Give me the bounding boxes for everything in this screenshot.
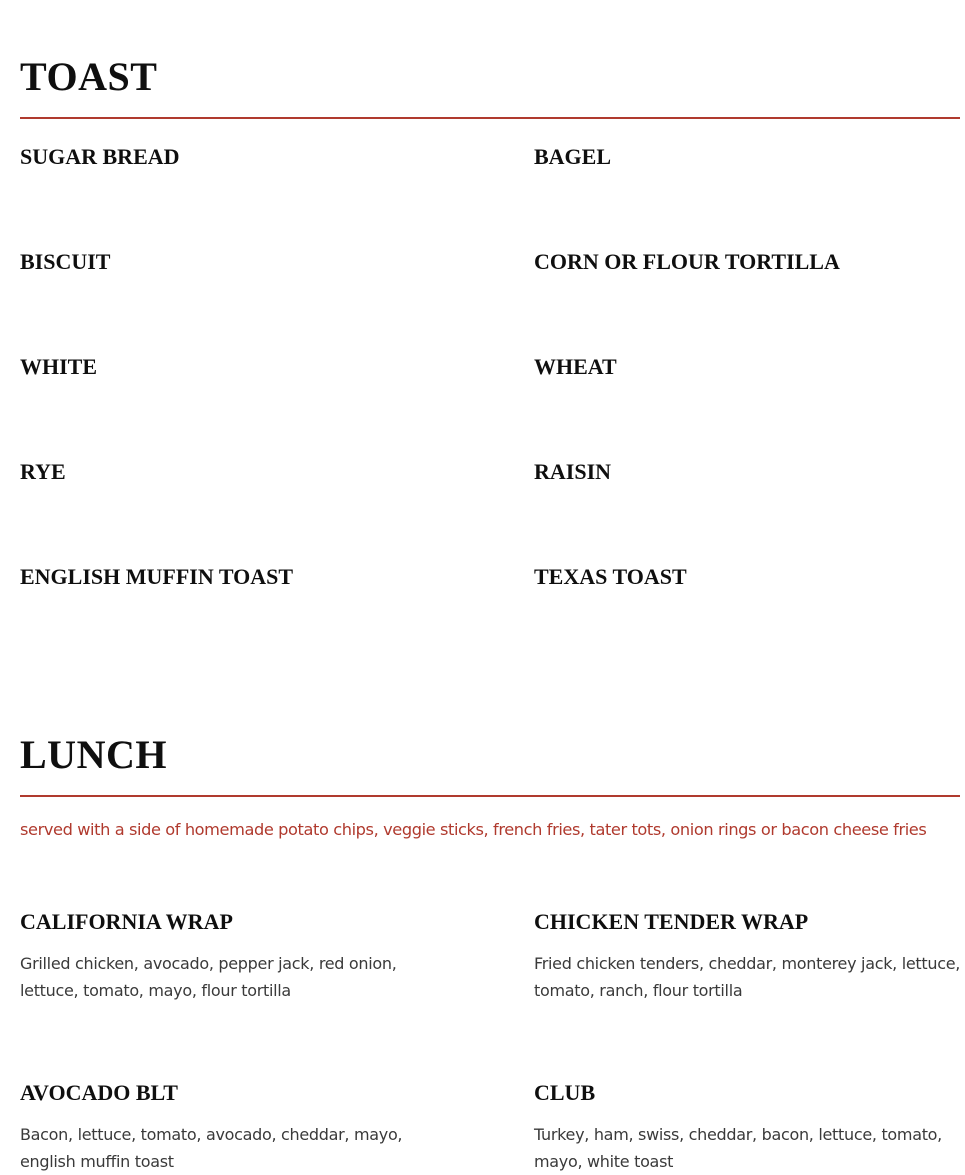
item-description: Grilled chicken, avocado, pepper jack, red onion, lettuce, tomato, mayo, flour tortilla [20,954,397,1000]
menu-item [534,250,954,274]
toast-divider [20,117,960,119]
menu-item [534,565,954,589]
menu-item [20,250,440,274]
item-description: Bacon, lettuce, tomato, avocado, cheddar, mayo, english muffin toast [20,1125,403,1171]
item-name: RYE [20,459,66,484]
item-name: CHICKEN TENDER WRAP [534,909,809,934]
menu-item [20,145,440,169]
item-name: BISCUIT [20,249,111,274]
item-name: CALIFORNIA WRAP [20,909,233,934]
item-name: CLUB [534,1080,596,1105]
toast-section-title: TOAST [20,54,158,99]
item-name: BAGEL [534,144,612,169]
item-description: Fried chicken tenders, cheddar, monterey jack, lettuce, tomato, ranch, flour tortilla [534,954,961,1000]
item-name: WHITE [20,354,98,379]
menu-item [20,910,440,1004]
menu-item [534,355,954,379]
item-description: Turkey, ham, swiss, cheddar, bacon, lettuce, tomato, mayo, white toast [534,1125,942,1171]
item-name: RAISIN [534,459,612,484]
menu-item [20,355,440,379]
item-name: ENGLISH MUFFIN TOAST [20,564,294,589]
item-name: WHEAT [534,354,617,379]
menu-item [534,460,954,484]
item-name: AVOCADO BLT [20,1080,178,1105]
menu-item [534,1081,954,1175]
item-name: TEXAS TOAST [534,564,687,589]
menu-item [20,460,440,484]
menu-item [20,565,440,589]
lunch-divider [20,795,960,797]
item-name: SUGAR BREAD [20,144,180,169]
menu-item [20,1081,440,1175]
menu-item [534,909,961,1004]
lunch-sides-note: served with a side of homemade potato chips, veggie sticks, french fries, tater tots, onion rings or bacon cheese fries [20,820,927,839]
item-name: CORN OR FLOUR TORTILLA [534,249,840,274]
menu-item [534,145,954,169]
lunch-section-title: LUNCH [20,732,167,777]
